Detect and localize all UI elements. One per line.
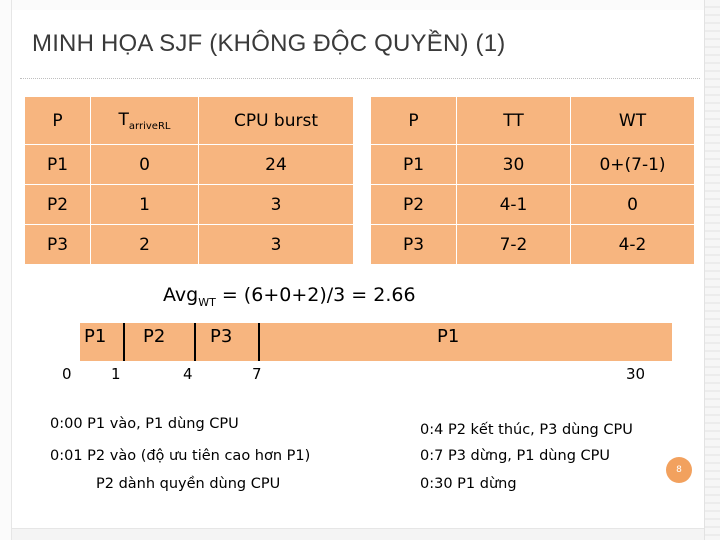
note-left: P2 dành quyền dùng CPU [96, 476, 281, 492]
cell-turnaround: 30 [457, 145, 571, 185]
result-table-header [371, 97, 695, 145]
gantt-segment-label: P3 [210, 326, 233, 347]
page-number-badge: 8 [666, 457, 692, 483]
gantt-time-tick: 30 [626, 365, 646, 383]
gantt-divider [194, 323, 196, 361]
table-row [25, 225, 354, 265]
result-table [370, 96, 695, 265]
gantt-chart [80, 323, 672, 361]
gantt-segment-label: P1 [437, 326, 460, 347]
avg-expression: = (6+0+2)/3 = 2.66 [215, 284, 416, 306]
note-right: 0:4 P2 kết thúc, P3 dùng CPU [420, 422, 633, 438]
cell-turnaround: 7-2 [457, 225, 571, 265]
header-cpu-burst: CPU burst [199, 97, 354, 145]
gantt-time-tick: 0 [62, 365, 72, 383]
table-row [371, 185, 695, 225]
avg-prefix: Avg [163, 284, 199, 306]
cell-waiting: 0 [571, 185, 695, 225]
slide-title: MINH HỌA SJF (KHÔNG ĐỘC QUYỀN) (1) [32, 30, 506, 57]
gantt-time-tick: 4 [183, 365, 193, 383]
cell-turnaround: 4-1 [457, 185, 571, 225]
process-table [24, 96, 354, 265]
note-left: 0:00 P1 vào, P1 dùng CPU [50, 416, 239, 432]
gantt-segment-label: P1 [84, 326, 107, 347]
cell-process: P2 [371, 185, 457, 225]
slide-frame-top [12, 0, 704, 10]
cell-arrival: 2 [91, 225, 199, 265]
table-row [25, 145, 354, 185]
average-waiting-time [163, 284, 416, 309]
note-right: 0:7 P3 dừng, P1 dùng CPU [420, 448, 610, 464]
header-process: P [25, 97, 91, 145]
gantt-time-tick: 7 [252, 365, 262, 383]
header-turnaround: TT [457, 97, 571, 145]
slide-frame-left [0, 0, 12, 540]
cell-burst: 24 [199, 145, 354, 185]
cell-arrival: 0 [91, 145, 199, 185]
slide-frame-bottom [12, 528, 704, 540]
header-process: P [371, 97, 457, 145]
cell-waiting: 4-2 [571, 225, 695, 265]
table-row [371, 225, 695, 265]
header-arrival-time [91, 97, 199, 145]
note-right: 0:30 P1 dừng [420, 476, 517, 492]
cell-burst: 3 [199, 185, 354, 225]
gantt-divider [258, 323, 260, 361]
arrival-base: T [118, 109, 129, 130]
header-waiting: WT [571, 97, 695, 145]
gantt-time-tick: 1 [111, 365, 121, 383]
table-row [371, 145, 695, 185]
cell-arrival: 1 [91, 185, 199, 225]
cell-process: P1 [25, 145, 91, 185]
cell-process: P1 [371, 145, 457, 185]
cell-process: P2 [25, 185, 91, 225]
title-divider [20, 78, 700, 79]
arrival-subscript: arriveRL [128, 120, 171, 132]
note-left: 0:01 P2 vào (độ ưu tiên cao hơn P1) [50, 448, 311, 464]
table-row [25, 185, 354, 225]
slide-frame-right [704, 0, 720, 540]
cell-burst: 3 [199, 225, 354, 265]
avg-subscript: WT [198, 296, 216, 309]
gantt-segment-label: P2 [143, 326, 166, 347]
cell-process: P3 [25, 225, 91, 265]
cell-waiting: 0+(7-1) [571, 145, 695, 185]
cell-process: P3 [371, 225, 457, 265]
process-table-header [25, 97, 354, 145]
gantt-divider [123, 323, 125, 361]
